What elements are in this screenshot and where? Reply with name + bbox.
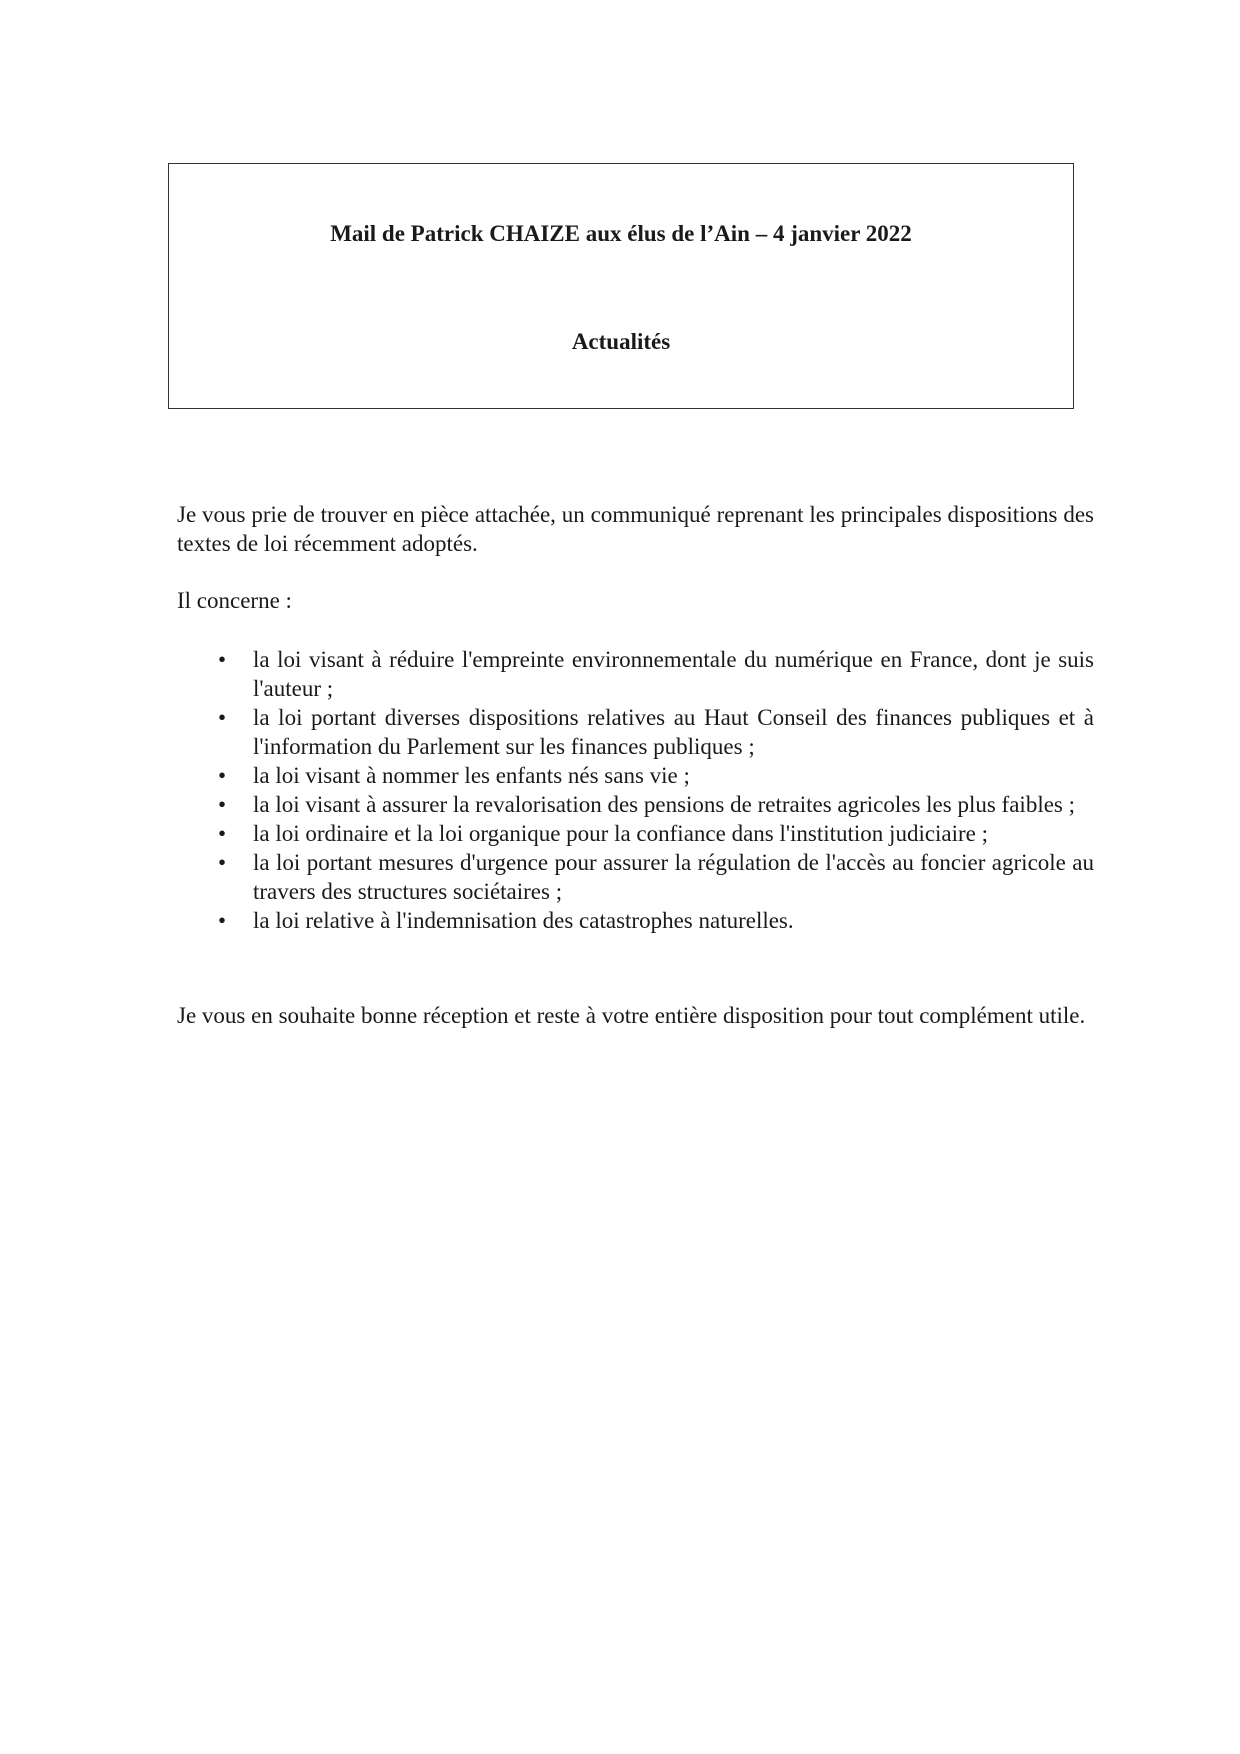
- list-item: [177, 848, 1094, 906]
- list-item: [177, 819, 1094, 848]
- document-subtitle: Actualités: [571, 329, 671, 354]
- closing-paragraph: [177, 1001, 1094, 1030]
- bullet-icon: •: [218, 850, 227, 875]
- document-title: Mail de Patrick CHAIZE aux élus de l’Ain – 4 janvier 2022: [330, 221, 912, 246]
- bullet-icon: •: [218, 647, 227, 672]
- concerne-text: Il concerne :: [177, 588, 292, 613]
- intro-text: Je vous prie de trouver en pièce attachée, un communiqué reprenant les principales dispositions des textes de loi récemment adoptés.: [177, 502, 1094, 556]
- list-item: [177, 645, 1094, 703]
- list-item: [177, 906, 1094, 935]
- bullet-icon: •: [218, 908, 227, 933]
- list-item-text: la loi ordinaire et la loi organique pour la confiance dans l'institution judiciaire ;: [253, 821, 989, 846]
- bullet-icon: •: [218, 821, 227, 846]
- intro-paragraph: [177, 500, 1094, 558]
- bullet-icon: •: [218, 763, 227, 788]
- list-item-text: la loi visant à réduire l'empreinte environnementale du numérique en France, dont je suis l'auteur ;: [253, 647, 1094, 701]
- list-item: [177, 703, 1094, 761]
- bullet-icon: •: [218, 792, 227, 817]
- concerne-paragraph: [177, 586, 1094, 615]
- header-box: [168, 163, 1074, 409]
- list-item-text: la loi visant à nommer les enfants nés sans vie ;: [253, 763, 690, 788]
- list-item-text: la loi relative à l'indemnisation des catastrophes naturelles.: [253, 908, 794, 933]
- closing-text: Je vous en souhaite bonne réception et reste à votre entière disposition pour tout complément utile.: [177, 1003, 1086, 1028]
- bullet-icon: •: [218, 705, 227, 730]
- list-item: [177, 761, 1094, 790]
- list-item-text: la loi visant à assurer la revalorisation des pensions de retraites agricoles les plus faibles ;: [253, 792, 1076, 817]
- list-item-text: la loi portant diverses dispositions relatives au Haut Conseil des finances publiques et à l'information du Parlement sur les finances publiques ;: [253, 705, 1094, 759]
- list-item-text: la loi portant mesures d'urgence pour assurer la régulation de l'accès au foncier agricole au travers des structures sociétaires ;: [253, 850, 1094, 904]
- list-item: [177, 790, 1094, 819]
- law-list: [177, 645, 1094, 935]
